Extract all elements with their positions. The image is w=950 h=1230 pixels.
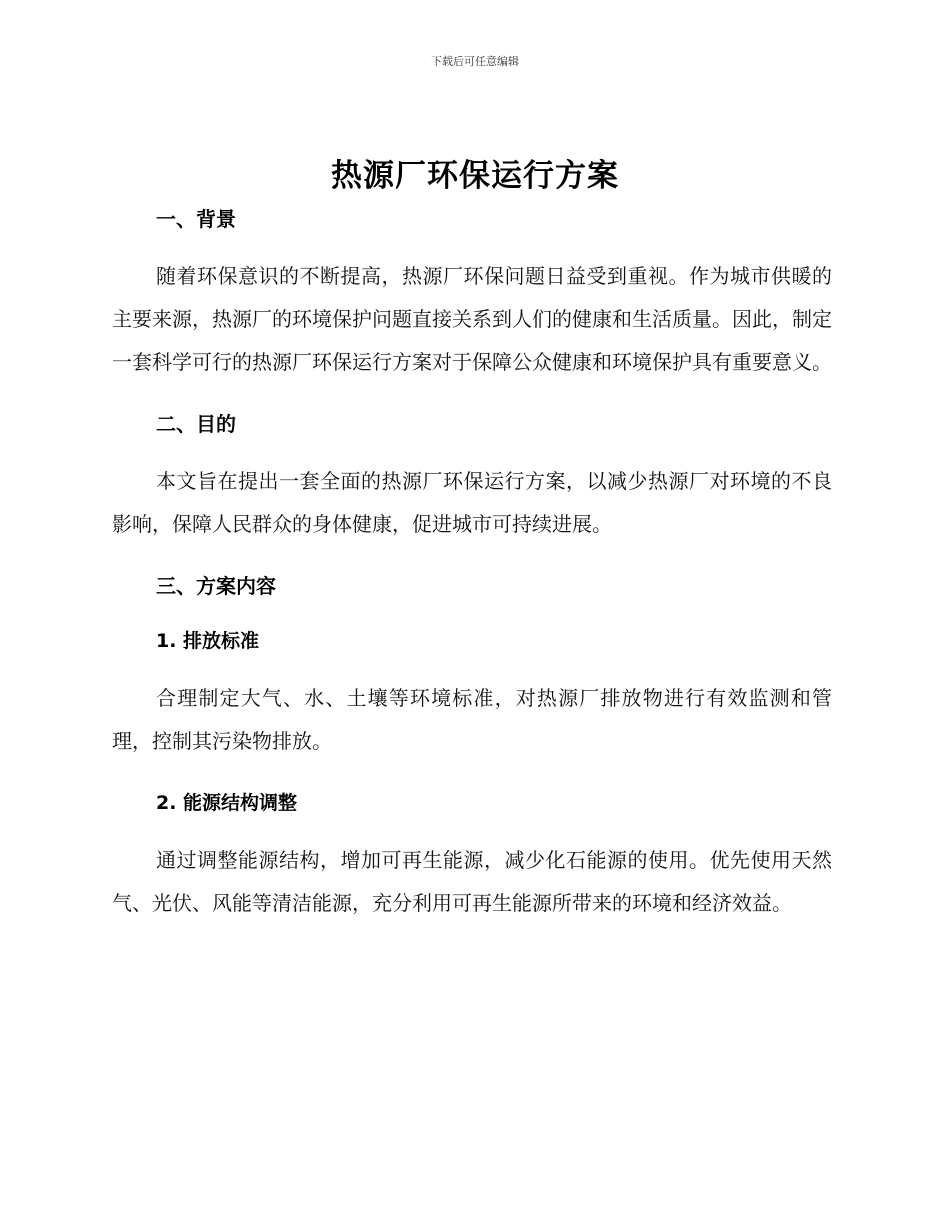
section-heading-purpose: 二、目的	[156, 412, 236, 436]
page-header-note: 下载后可任意编辑	[431, 55, 519, 68]
section-heading-plan-content: 三、方案内容	[156, 574, 276, 598]
subsection-heading-emission-standards: 1. 排放标准	[156, 630, 260, 652]
document-body	[112, 200, 832, 925]
document-title: 热源厂环保运行方案	[331, 158, 619, 194]
section-paragraph-background: 随着环保意识的不断提高，热源厂环保问题日益受到重视。作为城市供暖的主要来源，热源厂的环境保护问题直接关系到人们的健康和生活质量。因此，制定一套科学可行的热源厂环保运行方案对于保障公众健康和环境保护具有重要意义。	[112, 264, 832, 374]
section-paragraph-purpose: 本文旨在提出一套全面的热源厂环保运行方案，以减少热源厂对环境的不良影响，保障人民群众的身体健康，促进城市可持续进展。	[112, 469, 832, 536]
section-heading-background: 一、背景	[156, 207, 236, 231]
subsection-paragraph-energy-structure: 通过调整能源结构，增加可再生能源，减少化石能源的使用。优先使用天然气、光伏、风能等清洁能源，充分利用可再生能源所带来的环境和经济效益。	[112, 848, 832, 915]
subsection-heading-energy-structure: 2. 能源结构调整	[156, 792, 298, 814]
subsection-paragraph-emission-standards: 合理制定大气、水、土壤等环境标准，对热源厂排放物进行有效监测和管理，控制其污染物排放。	[112, 686, 832, 753]
